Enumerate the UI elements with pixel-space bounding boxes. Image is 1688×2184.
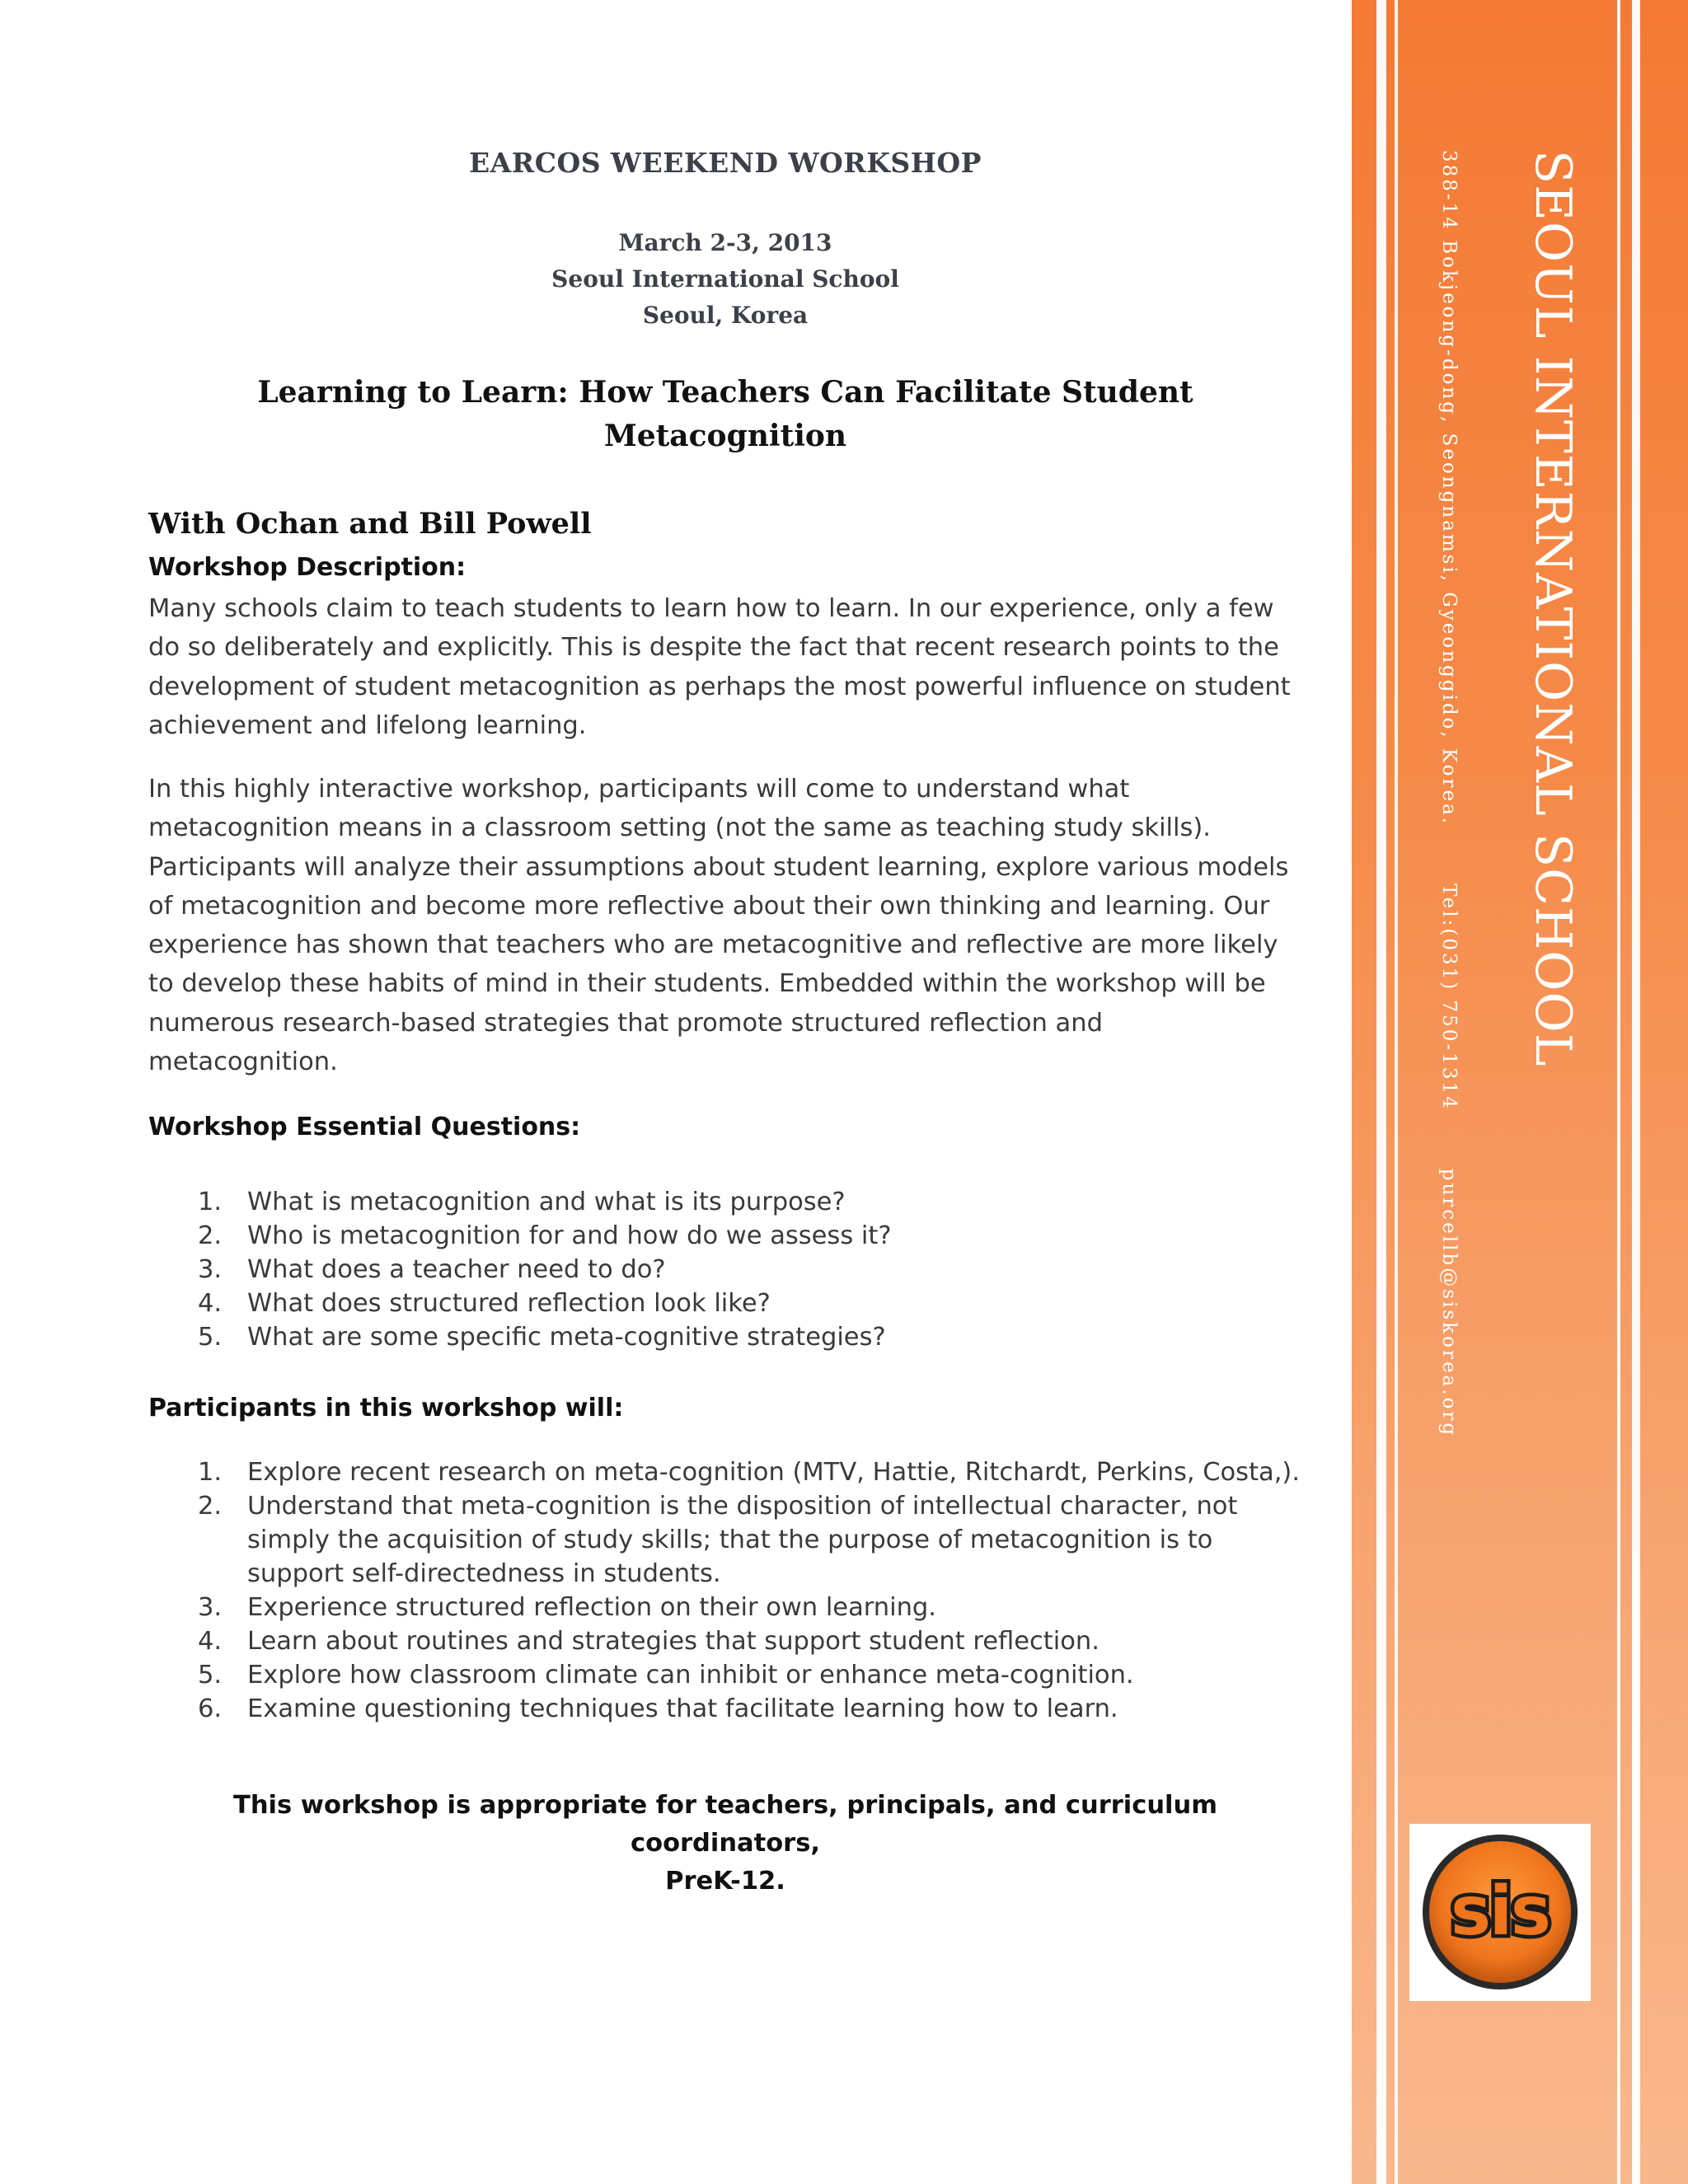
list-item	[148, 1591, 1302, 1624]
list-number: 4.	[198, 1289, 223, 1318]
sidebar-band	[1352, 0, 1688, 2184]
list-number: 3.	[198, 1593, 223, 1622]
list-number: 1.	[198, 1458, 223, 1487]
school-email: purcellb@siskorea.org	[1438, 1168, 1460, 1438]
school-name-vertical: SEOUL INTERNATIONAL SCHOOL	[1524, 150, 1582, 1067]
list-item	[148, 1658, 1302, 1692]
contact-line-vertical	[1438, 150, 1460, 1495]
event-title: EARCOS WEEKEND WORKSHOP	[469, 147, 982, 179]
workshop-title-line-2: Metacognition	[603, 419, 847, 453]
presenters-heading: With Ochan and Bill Powell	[148, 507, 592, 541]
list-number: 5.	[198, 1323, 223, 1352]
band-stripe	[1395, 0, 1398, 2184]
list-text: What is metacognition and what is its purpose?	[247, 1188, 846, 1216]
list-item	[148, 1489, 1302, 1591]
list-text: Understand that meta-cognition is the disposition of intellectual character, not simply the acquisition of study skills; that the purpose of metacognition is to support self-directedness in students.	[247, 1492, 1238, 1588]
workshop-title	[148, 371, 1302, 458]
school-phone: Tel:(031) 750-1314	[1438, 883, 1460, 1111]
audience-note-line-1: This workshop is appropriate for teachers, principals, and curriculum coordinators,	[233, 1791, 1217, 1858]
list-text: Explore recent research on meta-cognition (MTV, Hattie, Ritchardt, Perkins, Costa,).	[247, 1458, 1301, 1487]
band-stripe	[1376, 0, 1386, 2184]
description-paragraph-1: Many schools claim to teach students to learn how to learn. In our experience, only a few do so deliberately and explicitly. This is despite the fact that recent research points to the development of student metacognition as perhaps the most powerful influence on student achievement and lifelong learning.	[148, 594, 1291, 740]
list-number: 6.	[198, 1694, 223, 1723]
list-text: Learn about routines and strategies that support student reflection.	[247, 1627, 1100, 1656]
workshop-title-line-1: Learning to Learn: How Teachers Can Facilitate Student	[257, 375, 1193, 410]
audience-note	[148, 1787, 1302, 1900]
list-item	[148, 1286, 1302, 1320]
list-item	[148, 1185, 1302, 1219]
description-label: Workshop Description:	[148, 553, 467, 582]
participants-label: Participants in this workshop will:	[148, 1394, 624, 1422]
questions-list	[148, 1185, 1302, 1354]
logo-text: sis	[1451, 1872, 1550, 1951]
list-item	[148, 1624, 1302, 1658]
description-paragraph-2: In this highly interactive workshop, participants will come to understand what metacognition means in a classroom setting (not the same as teaching study skills). Participants will analyze their assumptions about student learning, explore various models of metacognition and become more reflective about their own thinking and learning. Our experience has shown that teachers who are metacognitive and reflective are more likely to develop these habits of mind in their students. Embedded within the workshop will be numerous research-based strategies that promote structured reflection and metacognition.	[148, 775, 1289, 1077]
school-logo	[1409, 1824, 1591, 2001]
list-number: 2.	[198, 1221, 223, 1250]
audience-note-line-2: PreK-12.	[665, 1867, 785, 1896]
list-text: What does structured reflection look like?	[247, 1289, 771, 1318]
list-item	[148, 1253, 1302, 1286]
list-number: 3.	[198, 1255, 223, 1284]
school-address: 388-14 Bokjeong-dong, Seongnamsi, Gyeonggido, Korea.	[1438, 150, 1460, 827]
list-item	[148, 1455, 1302, 1489]
sis-logo-icon	[1409, 1824, 1591, 2001]
event-city: Seoul, Korea	[642, 302, 809, 329]
event-date: March 2-3, 2013	[618, 229, 832, 256]
list-text: Examine questioning techniques that facilitate learning how to learn.	[247, 1694, 1118, 1723]
list-number: 1.	[198, 1188, 223, 1216]
list-item	[148, 1692, 1302, 1726]
list-number: 5.	[198, 1661, 223, 1690]
list-item	[148, 1320, 1302, 1354]
participants-list	[148, 1455, 1302, 1726]
list-number: 2.	[198, 1492, 223, 1521]
list-number: 4.	[198, 1627, 223, 1656]
band-stripe	[1632, 0, 1640, 2184]
list-text: Experience structured reflection on their own learning.	[247, 1593, 936, 1622]
questions-label: Workshop Essential Questions:	[148, 1113, 581, 1141]
list-text: What does a teacher need to do?	[247, 1255, 666, 1284]
list-text: Explore how classroom climate can inhibit or enhance meta-cognition.	[247, 1661, 1134, 1690]
list-text: What are some specific meta-cognitive strategies?	[247, 1323, 886, 1352]
band-stripe	[1617, 0, 1620, 2184]
list-item	[148, 1219, 1302, 1253]
list-text: Who is metacognition for and how do we assess it?	[247, 1221, 892, 1250]
event-venue: Seoul International School	[551, 265, 899, 293]
